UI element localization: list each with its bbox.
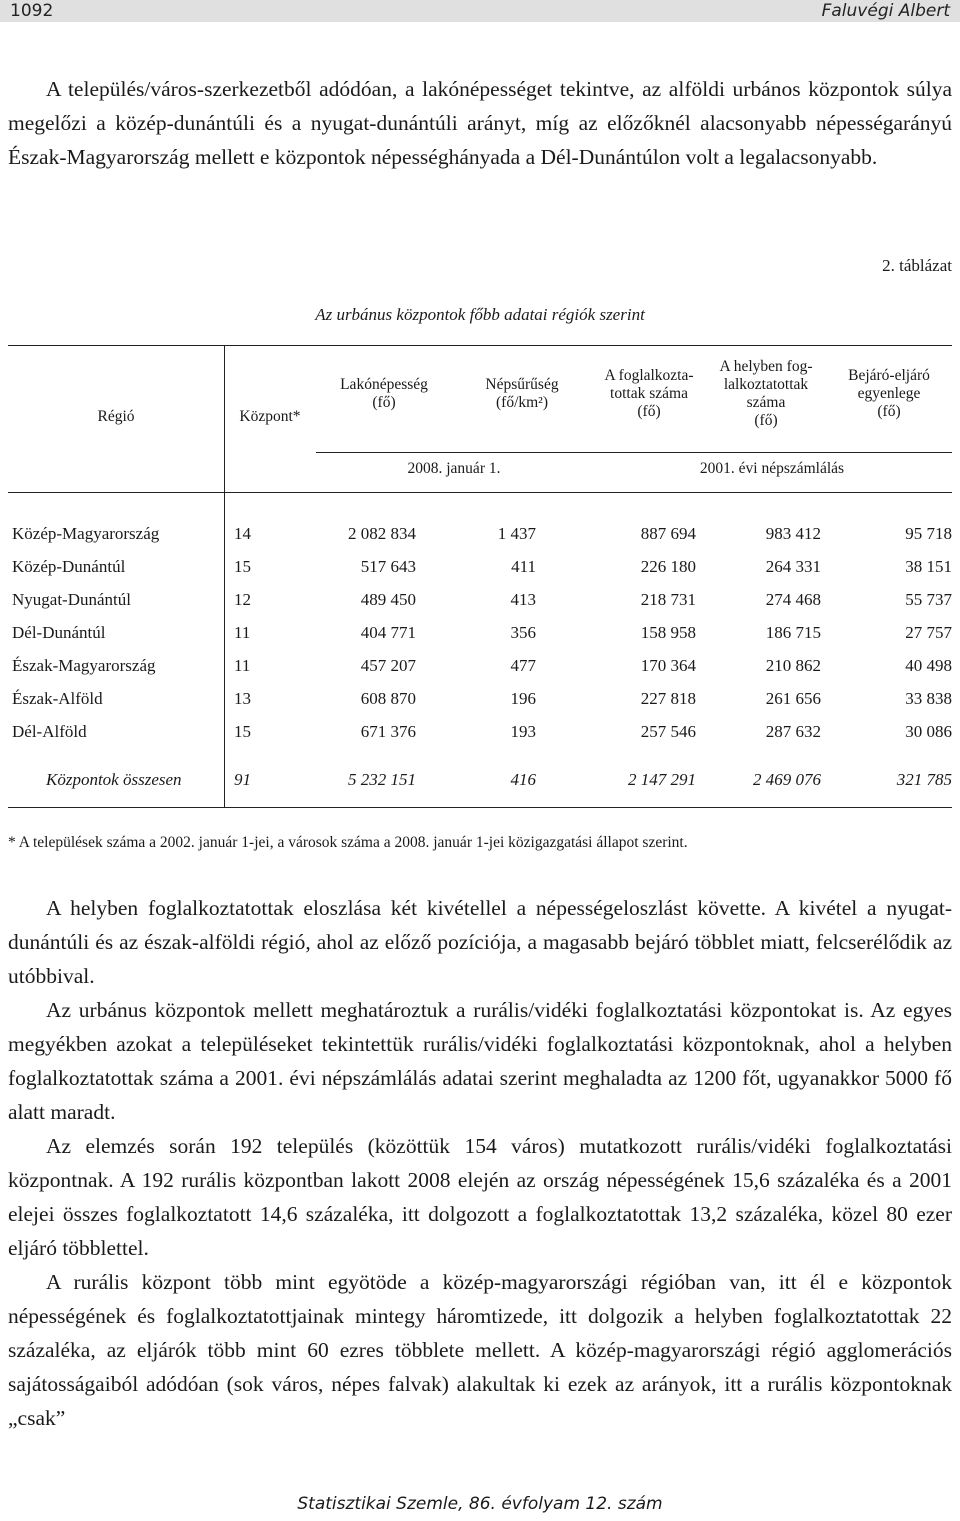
- census-group-rule: [592, 452, 952, 453]
- cell-center: 14: [234, 523, 251, 543]
- body-paragraph-text: A rurális központ több mint egyötöde a közép-magyarországi régióban van, itt él e központok népességének és foglalkoztatottjainak mintegy háromtizede, itt dolgozik a helyben foglalkoztatottak 22 százaléka, az eljárók több mint 60 ezres többlete mellett. A közép-magyarországi régió agglomerációs sajátosságaiból adódóan (sok város, népes falvak) alakultak ki ezek az arányok, itt a rurális központoknak „csak”: [8, 1270, 952, 1430]
- total-population: 5 232 151: [348, 770, 416, 789]
- cell-employed: 887 694: [640, 523, 696, 543]
- cell-local-employed: 983 412: [765, 523, 821, 543]
- cell-commuter-balance: 30 086: [905, 721, 952, 741]
- cell-population: 2 082 834: [348, 523, 416, 543]
- cell-density: 356: [510, 622, 536, 642]
- table-row: [8, 517, 952, 550]
- table-row: [8, 682, 952, 715]
- cell-region: Dél-Dunántúl: [12, 622, 106, 642]
- body-paragraph: [8, 1129, 952, 1265]
- header-employed-line2: tottak száma: [610, 385, 688, 402]
- table-header-rule: [8, 492, 952, 493]
- cell-density: 196: [510, 688, 536, 708]
- total-local-employed: 2 469 076: [753, 770, 821, 789]
- header-employed: [592, 367, 706, 421]
- cell-center: 12: [234, 589, 251, 609]
- cell-commuter-balance: 27 757: [905, 622, 952, 642]
- cell-employed: 227 818: [640, 688, 696, 708]
- header-density-unit: (fő/km²): [496, 394, 548, 411]
- cell-commuter-balance: 33 838: [905, 688, 952, 708]
- cell-population: 517 643: [360, 556, 416, 576]
- table-number: 2. táblázat: [882, 256, 952, 275]
- cell-region: Dél-Alföld: [12, 721, 87, 741]
- cell-center: 11: [234, 622, 251, 642]
- cell-density: 413: [510, 589, 536, 609]
- cell-local-employed: 261 656: [765, 688, 821, 708]
- cell-region: Észak-Alföld: [12, 688, 103, 708]
- header-population-label: Lakónépesség: [340, 376, 428, 393]
- page-header: [0, 0, 960, 22]
- cell-population: 608 870: [360, 688, 416, 708]
- cell-population: 489 450: [360, 589, 416, 609]
- header-commuter-line1: Bejáró-eljáró: [848, 367, 930, 384]
- total-commuter-balance: 321 785: [896, 770, 952, 789]
- total-label: Központok összesen: [46, 770, 182, 789]
- cell-employed: 218 731: [640, 589, 696, 609]
- header-commuter-line2: egyenlege: [857, 385, 921, 402]
- cell-population: 404 771: [360, 622, 416, 642]
- header-local-line1: A helyben fog-: [719, 358, 813, 375]
- cell-center: 15: [234, 556, 251, 576]
- cell-employed: 257 546: [640, 721, 696, 741]
- cell-center: 13: [234, 688, 251, 708]
- total-center: 91: [234, 770, 251, 789]
- header-local-unit: (fő): [754, 412, 778, 429]
- cell-employed: 226 180: [640, 556, 696, 576]
- header-population-unit: (fő): [372, 394, 396, 411]
- cell-local-employed: 264 331: [765, 556, 821, 576]
- cell-region: Közép-Magyarország: [12, 523, 160, 543]
- cell-commuter-balance: 40 498: [905, 655, 952, 675]
- intro-paragraph: [8, 72, 952, 174]
- table-top-rule: [8, 345, 952, 346]
- header-density-label: Népsűrűség: [485, 376, 559, 393]
- header-local-line3: száma: [746, 394, 786, 411]
- table-title: Az urbánus központok főbb adatai régiók szerint: [315, 305, 645, 324]
- page-number: 1092: [10, 1, 54, 21]
- body-paragraph-text: Az elemzés során 192 település (közöttük 154 város) mutatkozott rurális/vidéki foglalkoztatási központnak. A 192 rurális központban lakott 2008 elején az ország népességének 15,6 százaléka és a 2001 elejei összes foglalkoztatott 14,6 százaléka, itt dolgozott a foglalkoztatottak 13,2 százaléka, közel 80 ezer eljáró többlettel.: [8, 1134, 952, 1260]
- cell-local-employed: 287 632: [765, 721, 821, 741]
- table-footnote: * A települések száma a 2002. január 1-jei, a városok száma a 2008. január 1-jei közigazgatási állapot szerint.: [8, 834, 688, 851]
- body-paragraph-text: A helyben foglalkoztatottak eloszlása két kivétellel a népességeloszlást követte. A kivétel a nyugat-dunántúli és az észak-alföldi régió, ahol az előző pozíciója, a magasabb bejáró többlet miatt, felcserélődik az utóbbival.: [8, 896, 952, 988]
- cell-region: Észak-Magyarország: [12, 655, 156, 675]
- total-employed: 2 147 291: [628, 770, 696, 789]
- cell-region: Közép-Dunántúl: [12, 556, 126, 576]
- table-bottom-rule: [8, 807, 952, 808]
- cell-employed: 170 364: [640, 655, 696, 675]
- subheader-date: 2008. január 1.: [407, 460, 501, 477]
- header-local-line2: lalkoztatottak: [723, 376, 809, 393]
- cell-commuter-balance: 55 737: [905, 589, 952, 609]
- cell-local-employed: 186 715: [765, 622, 821, 642]
- header-density: [452, 376, 592, 412]
- cell-density: 193: [510, 721, 536, 741]
- subheader-census: 2001. évi népszámlálás: [699, 460, 845, 477]
- cell-density: 411: [511, 556, 536, 576]
- table-row: [8, 616, 952, 649]
- header-commuter-unit: (fő): [877, 403, 901, 420]
- cell-employed: 158 958: [640, 622, 696, 642]
- header-region: Régió: [97, 408, 135, 425]
- table-total-row: [8, 748, 952, 802]
- body-paragraph: [8, 993, 952, 1129]
- body-paragraph: [8, 891, 952, 993]
- header-population: [316, 376, 452, 412]
- cell-region: Nyugat-Dunántúl: [12, 589, 131, 609]
- cell-population: 457 207: [360, 655, 416, 675]
- header-commuter-balance: [826, 367, 952, 421]
- cell-commuter-balance: 38 151: [905, 556, 952, 576]
- cell-local-employed: 210 862: [765, 655, 821, 675]
- table-row: [8, 715, 952, 748]
- cell-local-employed: 274 468: [765, 589, 821, 609]
- cell-center: 11: [234, 655, 251, 675]
- table-row: [8, 649, 952, 682]
- cell-commuter-balance: 95 718: [905, 523, 952, 543]
- cell-center: 15: [234, 721, 251, 741]
- header-local-employed: [706, 358, 826, 430]
- intro-paragraph-text: A település/város-szerkezetből adódóan, a lakónépességet tekintve, az alföldi urbános központok súlya megelőzi a közép-dunántúli és a nyugat-dunántúli arányt, míg az előzőknél alacsonyabb népességarányú Észak-Magyarország mellett e központok népességhányada a Dél-Dunántúlon volt a legalacsonyabb.: [8, 77, 952, 169]
- cell-density: 477: [510, 655, 536, 675]
- cell-population: 671 376: [360, 721, 416, 741]
- author-name: Faluvégi Albert: [821, 1, 950, 21]
- cell-density: 1 437: [497, 523, 536, 543]
- region-data-table: [8, 517, 952, 802]
- body-paragraph-text: Az urbánus központok mellett meghatároztuk a rurális/vidéki foglalkoztatási központokat is. Az egyes megyékben azokat a településeket tekintettük rurális/vidéki foglalkoztatási központoknak, ahol a helyben foglalkoztatottak száma a 2001. évi népszámlálás adatai szerint meghaladta az 1200 főt, ugyanakkor 5000 fő alatt maradt.: [8, 998, 952, 1124]
- header-center: Központ*: [239, 408, 301, 425]
- total-density: 416: [510, 770, 536, 789]
- table-row: [8, 550, 952, 583]
- date-group-rule: [316, 452, 592, 453]
- header-employed-unit: (fő): [637, 403, 661, 420]
- table-row: [8, 583, 952, 616]
- body-paragraph: [8, 1265, 952, 1435]
- header-employed-line1: A foglalkozta-: [604, 367, 694, 384]
- journal-footer: Statisztikai Szemle, 86. évfolyam 12. szám: [297, 1494, 663, 1514]
